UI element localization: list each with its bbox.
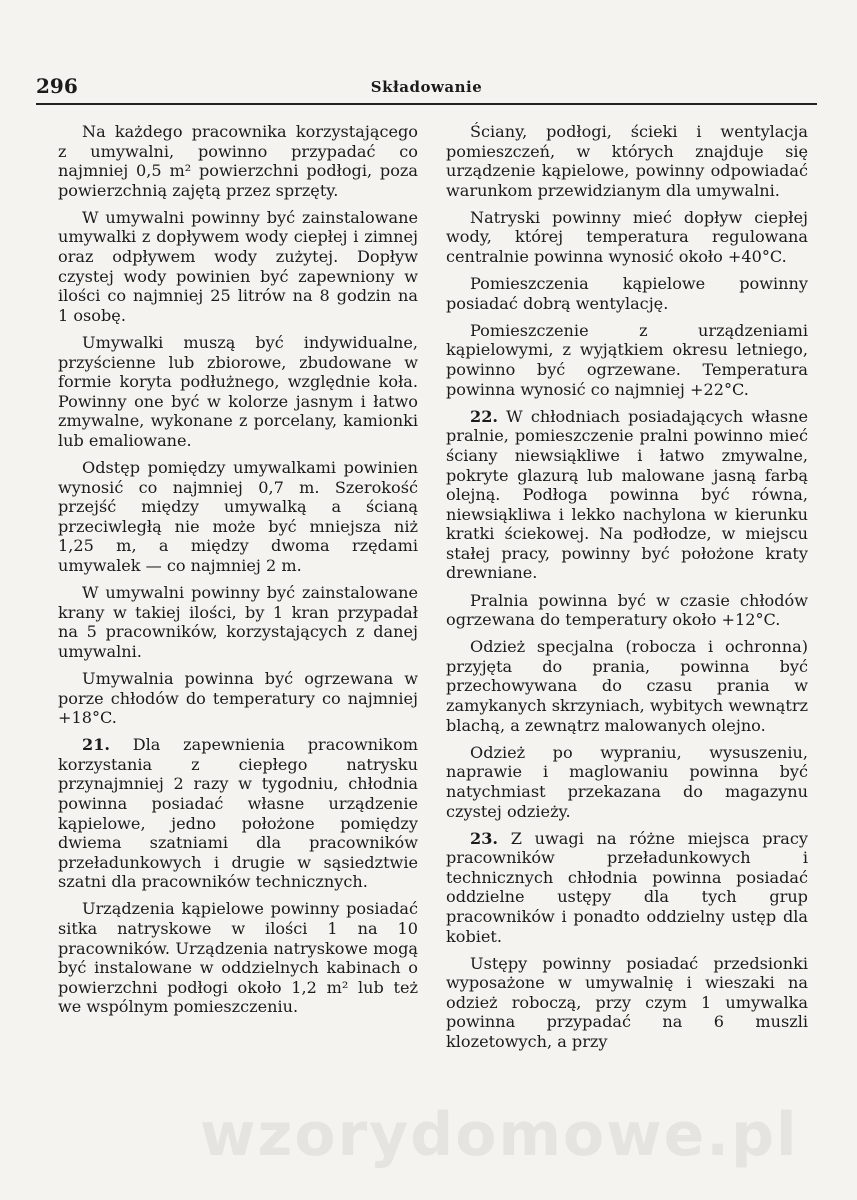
- paragraph: [446, 743, 808, 821]
- paragraph-text: W umywalni powinny być zainstalowane umywalki z dopływem wody ciepłej i zimnej oraz odpływem wody zużytej. Dopływ czystej wody powinien być zapewniony w ilości co najmniej 25 litrów na 8 godzin na 1 osobę.: [58, 207, 418, 325]
- paragraph-text: Ustępy powinny posiadać przedsionki wyposażone w umywalnię i wieszaki na odzież roboczą, przy czym 1 umywalka powinna przypadać na 6 muszli klozetowych, a przy: [446, 953, 808, 1052]
- paragraph-text: Z uwagi na różne miejsca pracy pracowników przeładunkowych i technicznych chłodnia powinna posiadać oddzielne ustępy dla tych grup pracowników i ponadto oddzielny ustęp dla kobiet.: [446, 828, 808, 946]
- section-number: 23.: [470, 828, 498, 848]
- paragraph-text: Umywalnia powinna być ogrzewana w porze chłodów do temperatury co najmniej +18°C.: [58, 668, 418, 728]
- paragraph-text: Ściany, podłogi, ścieki i wentylacja pomieszczeń, w których znajduje się urządzenie kąpielowe, powinny odpowiadać warunkom przewidzianym dla umywalni.: [446, 122, 808, 200]
- paragraph: [446, 208, 808, 267]
- paragraph-text: Odzież po wypraniu, wysuszeniu, naprawie i maglowaniu powinna być natychmiast przekazana do magazynu czystej odzieży.: [446, 742, 808, 821]
- paragraph-text: Pomieszczenia kąpielowe powinny posiadać dobrą wentylację.: [446, 274, 808, 313]
- paragraph-text: Dla zapewnienia pracownikom korzystania z ciepłego natrysku przynajmniej 2 razy w tygodniu, chłodnia powinna posiadać własne urządzenie kąpielowe, jedno położone pomiędzy dwiema szatniami dla pracowników przeładunkowych i drugie w sąsiedztwie szatni dla pracowników technicznych.: [58, 735, 418, 892]
- paragraph: [58, 122, 418, 200]
- page-number: 296: [36, 74, 78, 98]
- paragraph-text: Umywalki muszą być indywidualne, przyścienne lub zbiorowe, zbudowane w formie koryta podłużnego, względnie koła. Powinny one być w kolorze jasnym i łatwo zmywalne, wykonane z porcelany, kamionki lub emaliowane.: [58, 332, 418, 450]
- paragraph: [58, 899, 418, 1017]
- paragraph: [446, 954, 808, 1052]
- paragraph-text: W chłodniach posiadających własne pralnie, pomieszczenie pralni powinno mieć ściany niewsiąkliwe i łatwo zmywalne, pokryte glazurą lub malowane jasną farbą olejną. Podłoga powinna być równa, niewsiąkliwa i lekko nachylona w kierunku kratki ściekowej. Na podłodze, w miejscu stałej pracy, powinny być położone kraty drewniane.: [446, 406, 808, 583]
- paragraph: [446, 591, 808, 630]
- paragraph: [446, 321, 808, 399]
- header-rule: [36, 103, 817, 105]
- left-column: [58, 122, 418, 1025]
- paragraph: [58, 333, 418, 451]
- paragraph-text: Odstęp pomiędzy umywalkami powinien wynosić co najmniej 0,7 m. Szerokość przejść między umywalką a ścianą przeciwległą nie może być mniejsza niż 1,25 m, a między dwoma rzędami umywalek — co najmniej 2 m.: [58, 458, 418, 575]
- paragraph: [58, 458, 418, 576]
- paragraph: [446, 122, 808, 200]
- paragraph: [58, 208, 418, 326]
- paragraph: [446, 274, 808, 313]
- paragraph-text: Natryski powinny mieć dopływ ciepłej wody, której temperatura regulowana centralnie powinna wynosić około +40°C.: [446, 207, 808, 267]
- paragraph-text: Pralnia powinna być w czasie chłodów ogrzewana do temperatury około +12°C.: [446, 590, 808, 630]
- page-header: [36, 72, 817, 102]
- running-title: Składowanie: [370, 78, 483, 96]
- section-number: 21.: [82, 735, 110, 755]
- paragraph-text: Urządzenia kąpielowe powinny posiadać sitka natryskowe w ilości 1 na 10 pracowników. Urządzenia natryskowe mogą być instalowane w oddzielnych kabinach o powierzchni podłogi około 1,2 m² lub też we wspólnym pomieszczeniu.: [58, 899, 418, 1017]
- paragraph: [58, 583, 418, 661]
- right-column: [446, 122, 808, 1059]
- paragraph: [446, 407, 808, 583]
- watermark: wzorydomowe.pl: [200, 1100, 799, 1170]
- paragraph: [446, 637, 808, 735]
- paragraph-text: W umywalni powinny być zainstalowane krany w takiej ilości, by 1 kran przypadał na 5 pracowników, korzystających z danej umywalni.: [58, 583, 418, 661]
- section-number: 22.: [470, 406, 498, 426]
- paragraph: [58, 669, 418, 728]
- paragraph-text: Pomieszczenie z urządzeniami kąpielowymi, z wyjątkiem okresu letniego, powinno być ogrzewane. Temperatura powinna wynosić co najmniej +22°C.: [446, 320, 808, 399]
- paragraph-text: Odzież specjalna (robocza i ochronna) przyjęta do prania, powinna być przechowywana do czasu prania w zamykanych skrzyniach, wybitych wewnątrz blachą, a zewnątrz malowanych olejno.: [446, 637, 808, 735]
- paragraph-text: Na każdego pracownika korzystającego z umywalni, powinno przypadać co najmniej 0,5 m² powierzchni podłogi, poza powierzchnią zajętą przez sprzęty.: [58, 122, 418, 200]
- paragraph: [58, 735, 418, 892]
- paragraph: [446, 829, 808, 947]
